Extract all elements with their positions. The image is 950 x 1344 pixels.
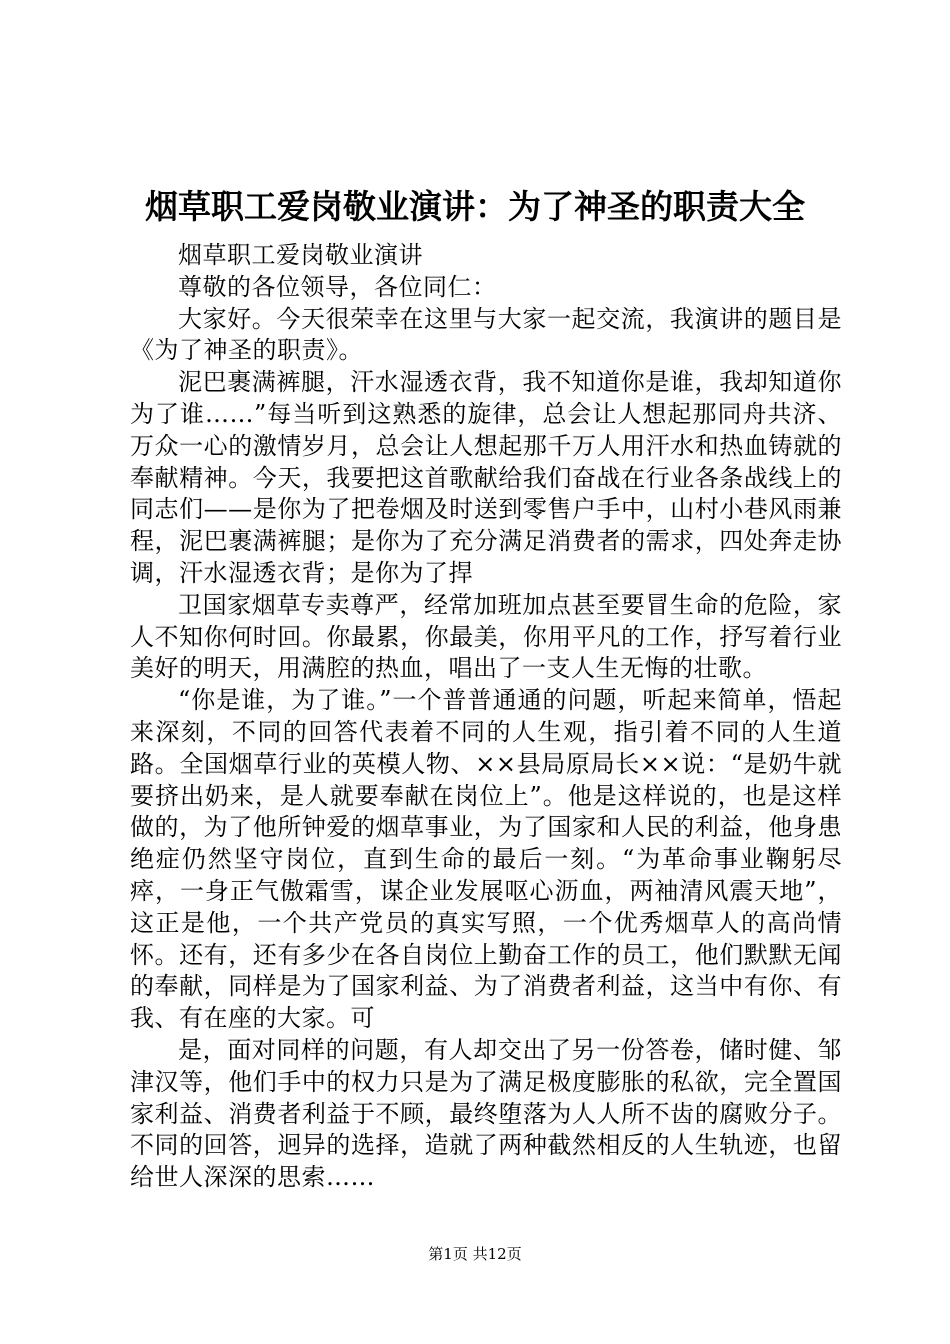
paragraph: “你是谁，为了谁。”一个普普通通的问题，听起来简单，悟起来深刻，不同的回答代表着不同的人生观，指引着不同的人生道路。全国烟草行业的英模人物、××县局原局长××说：“是奶牛就要挤出奶来，是人就要奉献在岗位上”。他是这样说的，也是这样做的，为了他所钟爱的烟草事业，为了国家和人民的利益，他身患绝症仍然坚守岗位，直到生命的最后一刻。“为革命事业鞠躬尽瘁，一身正气傲霜雪，谋企业发展呕心沥血，两袖清风震天地”，这正是他，一个共产党员的真实写照，一个优秀烟草人的高尚情怀。还有，还有多少在各自岗位上勤奋工作的员工，他们默默无闻的奉献，同样是为了国家利益、为了消费者利益，这当中有你、有我、有在座的大家。可 (130, 686, 842, 1033)
paragraph: 卫国家烟草专卖尊严，经常加班加点甚至要冒生命的危险，家人不知你何时回。你最累，你最美，你用平凡的工作，抒写着行业美好的明天，用满腔的热血，唱出了一支人生无悔的壮歌。 (130, 590, 842, 683)
paragraph: 大家好。今天很荣幸在这里与大家一起交流，我演讲的题目是《为了神圣的职责》。 (130, 304, 842, 365)
paragraph-subtitle: 烟草职工爱岗敬业演讲 (178, 241, 423, 269)
document-body (130, 240, 842, 1194)
page-footer: 第1页 共12页 (428, 1245, 522, 1263)
paragraph: 是，面对同样的问题，有人却交出了另一份答卷，储时健、邹津汉等，他们手中的权力只是为了满足极度膨胀的私欲，完全置国家利益、消费者利益于不顾，最终堕落为人人所不齿的腐败分子。不同的回答，迥异的选择，造就了两种截然相反的人生轨迹，也留给世人深深的思索…… (130, 1035, 842, 1192)
document-title: 烟草职工爱岗敬业演讲：为了神圣的职责大全 (145, 187, 805, 226)
paragraph-greeting: 尊敬的各位领导，各位同仁： (178, 272, 497, 301)
paragraph: 泥巴裹满裤腿，汗水湿透衣背，我不知道你是谁，我却知道你为了谁……”每当听到这熟悉的旋律，总会让人想起那同舟共济、万众一心的激情岁月，总会让人想起那千万人用汗水和热血铸就的奉献精神。今天，我要把这首歌献给我们奋战在行业各条战线上的同志们——是你为了把卷烟及时送到零售户手中，山村小巷风雨兼程，泥巴裹满裤腿；是你为了充分满足消费者的需求，四处奔走协调，汗水湿透衣背；是你为了捍 (130, 368, 842, 587)
